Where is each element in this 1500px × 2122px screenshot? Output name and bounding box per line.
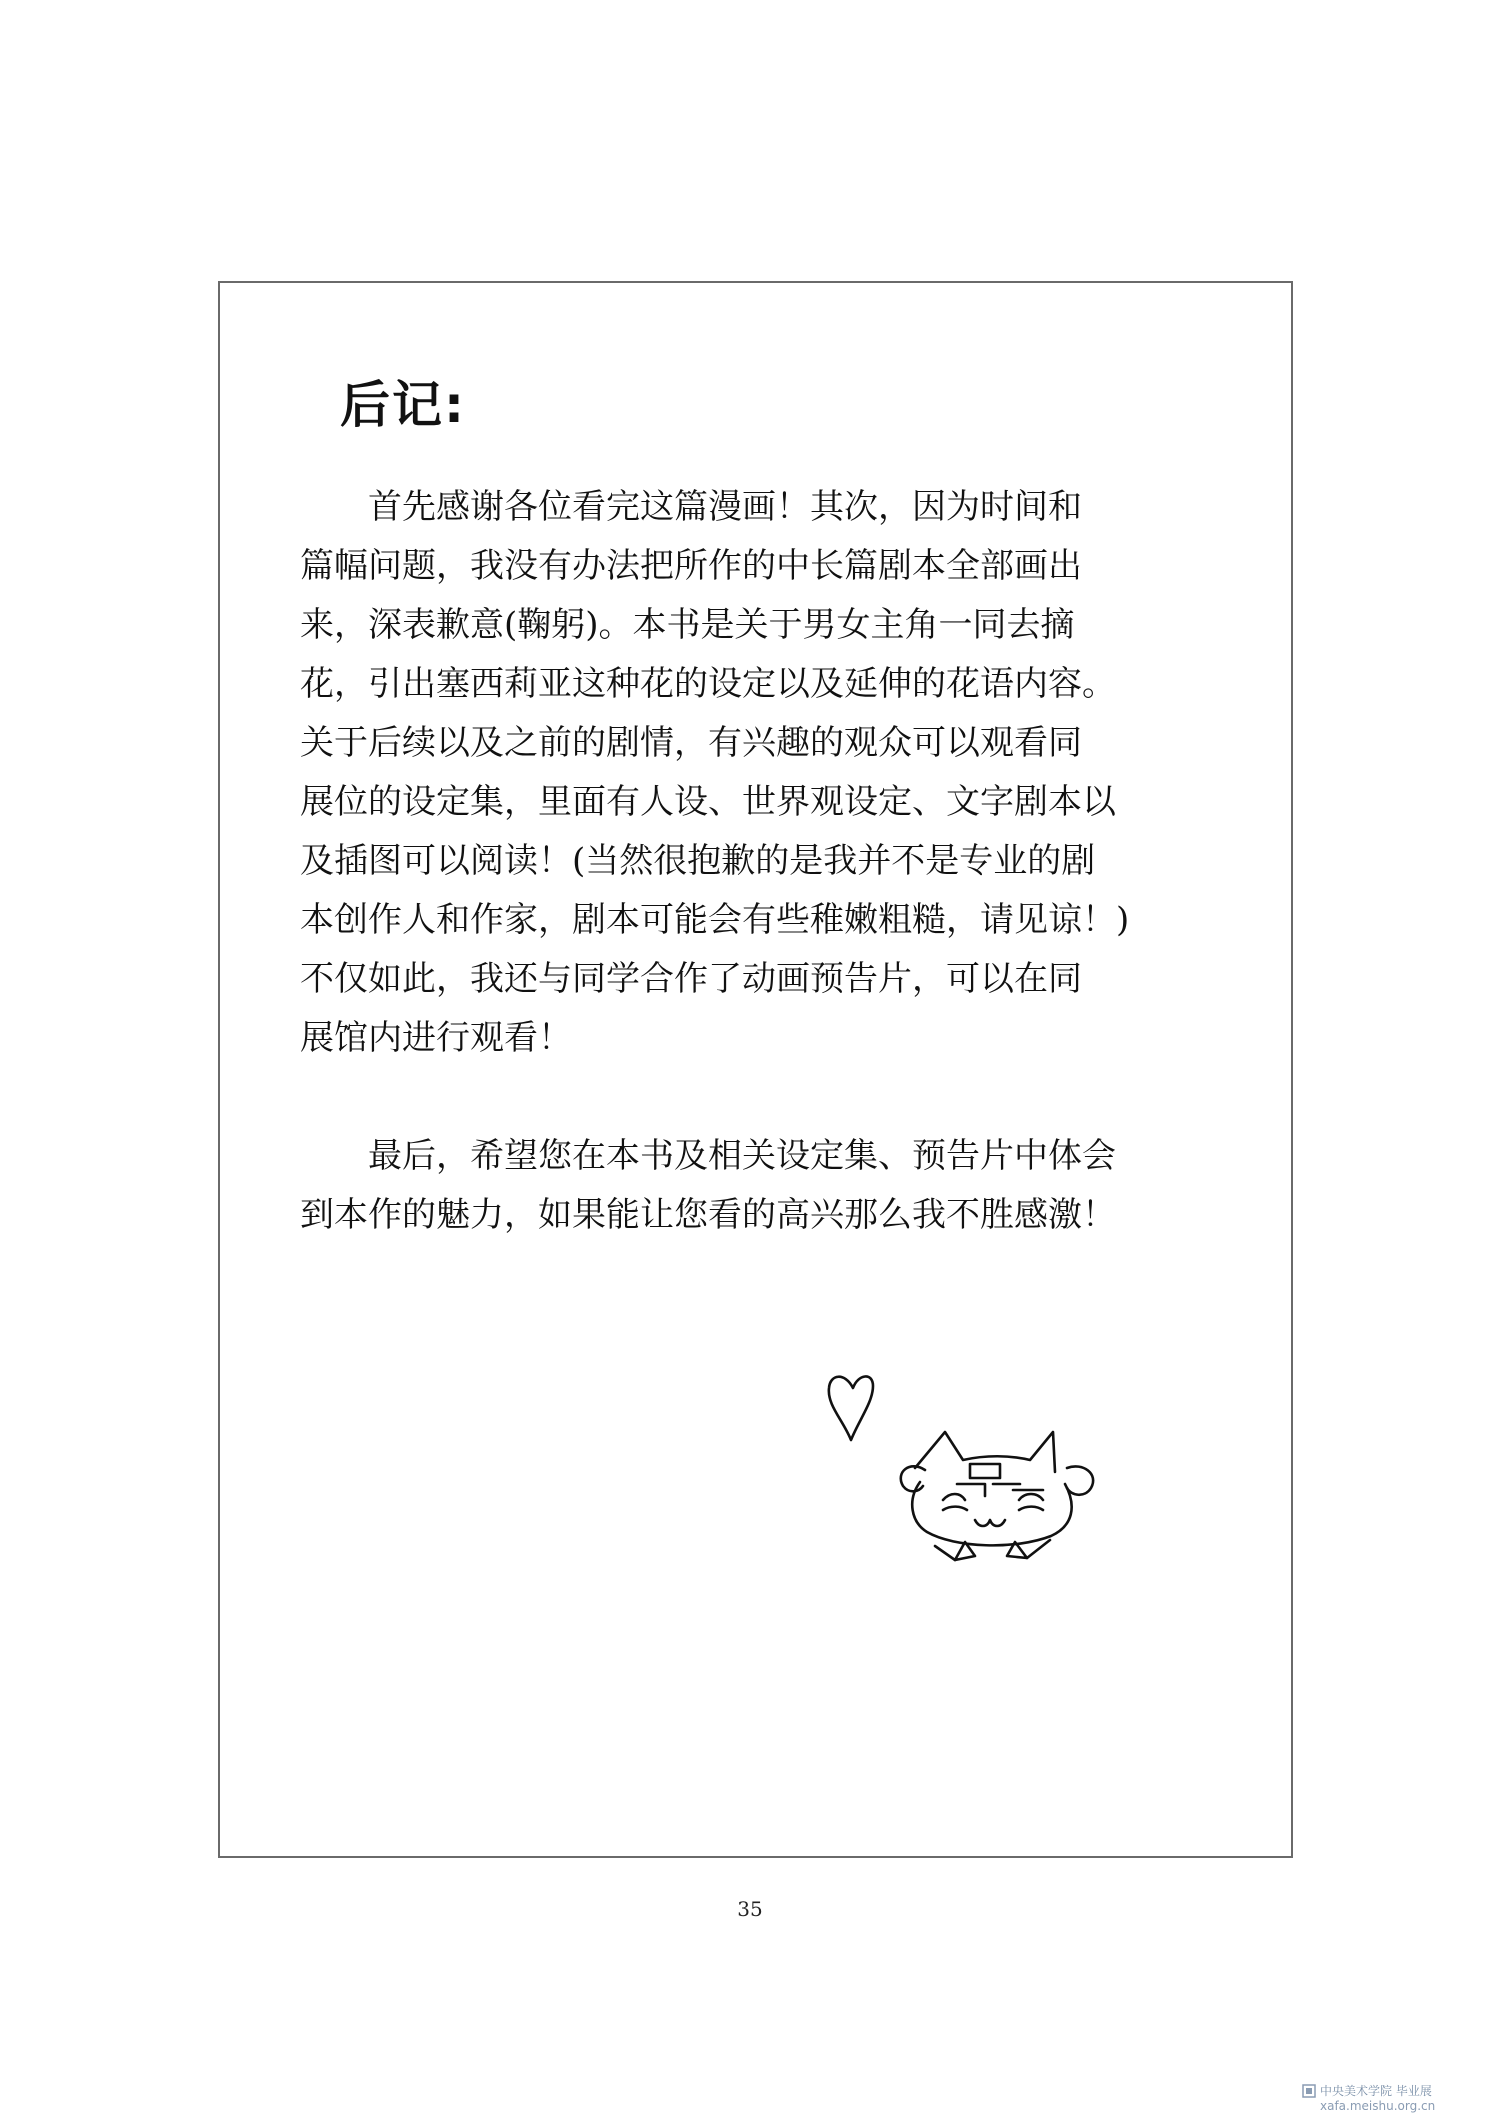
- afterword-body: [300, 478, 1230, 1245]
- page-title: 后记:: [340, 376, 466, 434]
- heart-icon: [829, 1376, 873, 1440]
- page-number: 35: [737, 1897, 763, 1921]
- watermark-url: xafa.meishu.org.cn: [1320, 2099, 1436, 2113]
- paragraph-1-line: 展馆内进行观看！: [300, 1018, 572, 1058]
- paragraph-1-line: 首先感谢各位看完这篇漫画！其次，因为时间和: [368, 487, 1082, 527]
- doodle-illustration: [815, 1360, 1145, 1590]
- watermark-title: 中央美术学院 毕业展: [1320, 2084, 1432, 2098]
- cat-doodle-icon: [901, 1432, 1093, 1560]
- watermark-logo-icon: [1302, 2084, 1316, 2098]
- paragraph-1-line: 关于后续以及之前的剧情，有兴趣的观众可以观看同: [300, 723, 1082, 763]
- paragraph-1-line: 花，引出塞西莉亚这种花的设定以及延伸的花语内容。: [300, 664, 1116, 704]
- paragraph-1-line: 及插图可以阅读！(当然很抱歉的是我并不是专业的剧: [300, 841, 1096, 881]
- watermark: [1302, 2082, 1492, 2116]
- paragraph-1-line: 篇幅问题，我没有办法把所作的中长篇剧本全部画出: [300, 546, 1082, 586]
- paragraph-1-line: 展位的设定集，里面有人设、世界观设定、文字剧本以: [300, 782, 1116, 822]
- paragraph-1-line: 来，深表歉意(鞠躬)。本书是关于男女主角一同去摘: [300, 605, 1075, 645]
- paragraph-gap: [300, 1068, 1230, 1127]
- paragraph-1-line: 本创作人和作家，剧本可能会有些稚嫩粗糙，请见谅！): [300, 900, 1130, 940]
- paragraph-2-line: 到本作的魅力，如果能让您看的高兴那么我不胜感激！: [300, 1195, 1116, 1235]
- paragraph-2-line: 最后，希望您在本书及相关设定集、预告片中体会: [368, 1136, 1116, 1176]
- paragraph-1-line: 不仅如此，我还与同学合作了动画预告片，可以在同: [300, 959, 1082, 999]
